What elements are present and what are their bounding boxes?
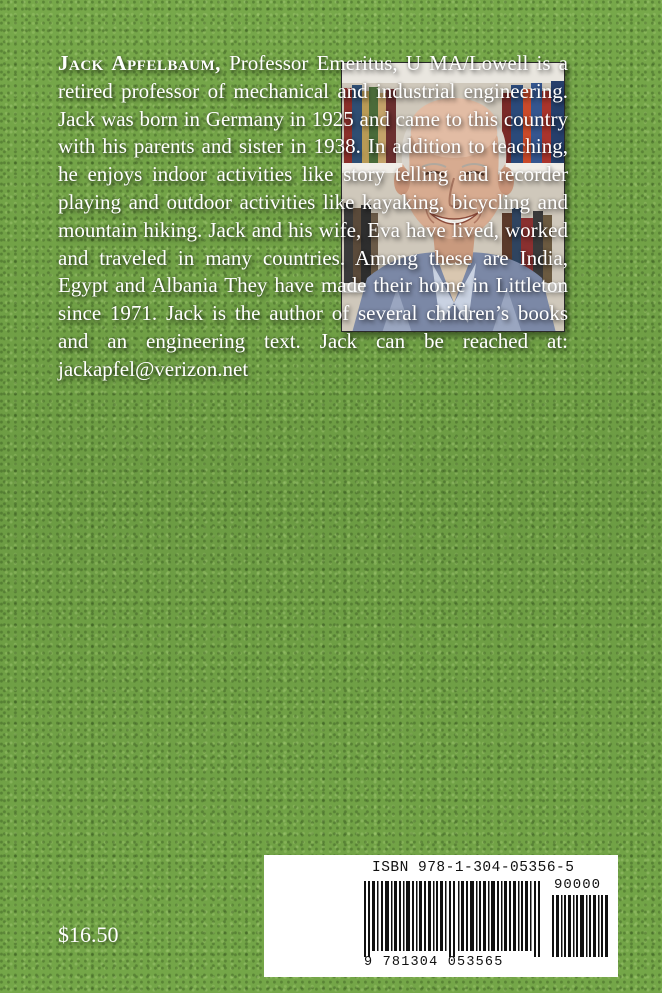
ean-digits: 9 781304 053565 bbox=[364, 955, 504, 970]
addon-digits: 90000 bbox=[554, 877, 602, 893]
author-bio bbox=[58, 50, 568, 384]
addon-barcode-bars bbox=[552, 895, 608, 957]
ean-barcode-bars bbox=[364, 881, 540, 957]
price-label: $16.50 bbox=[58, 922, 119, 947]
bio-text: Professor Emeritus, U MA/Lowell is a retired professor of mechanical and industrial engineering. Jack was born in Germany in 1925 and came to this country with his parents and sister in 1938. In addition to teaching, he enjoys indoor activities like story telling and recorder playing and outdoor activities like kayaking, bicycling and mountain hiking. Jack and his wife, Eva have lived, worked and traveled in many countries. Among these are India, Egypt and Albania They have made their home in Littleton since 1971. Jack is the author of several children’s books and an engineering text. Jack can be reached at: jackapfel@verizon.net bbox=[58, 51, 568, 381]
isbn-label: ISBN 978-1-304-05356-5 bbox=[372, 860, 575, 876]
author-name: Jack Apfelbaum, bbox=[58, 51, 221, 75]
isbn-barcode bbox=[264, 855, 618, 977]
